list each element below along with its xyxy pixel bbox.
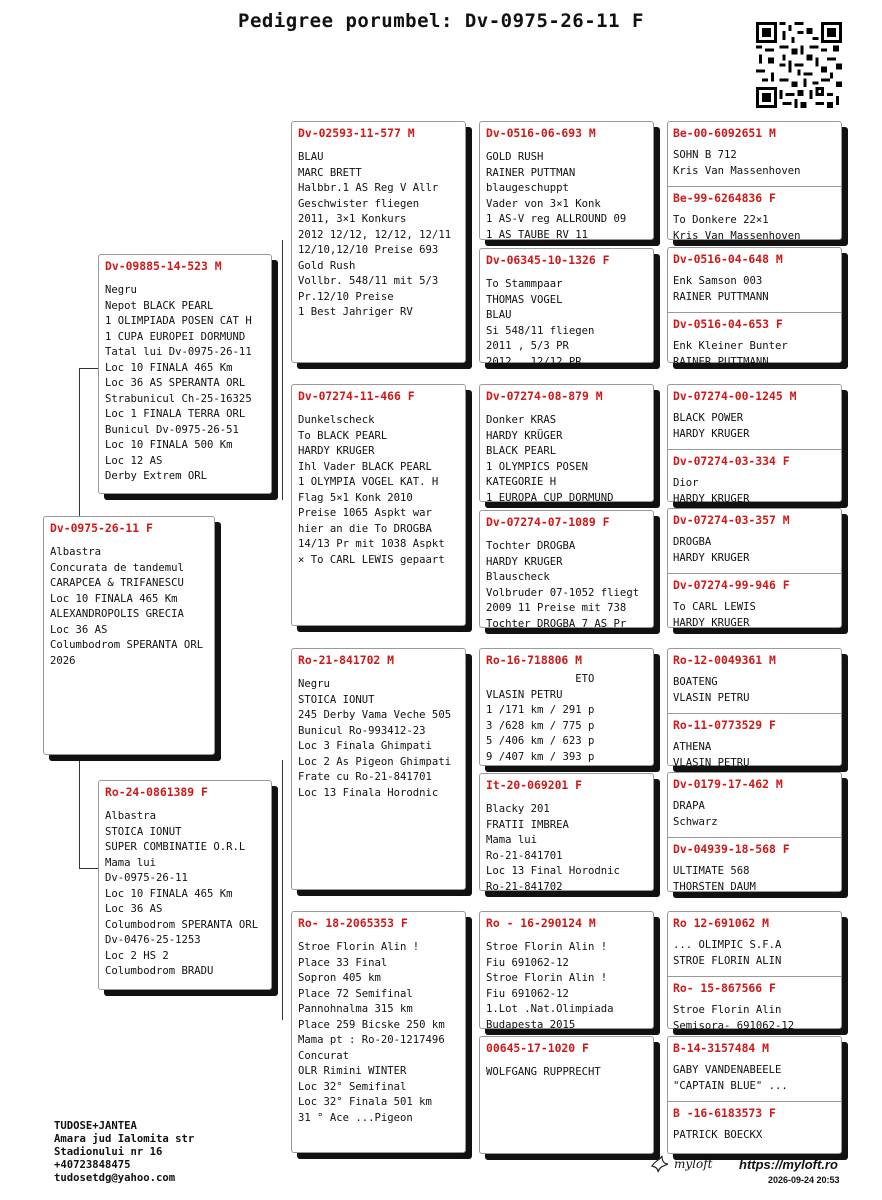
gen3-card-2[interactable] — [479, 248, 654, 368]
gen4-pair-6[interactable] — [667, 772, 842, 892]
gen3-ring-3: Dv-07274-08-879 M — [486, 389, 603, 403]
gen4-ring-11: Dv-0179-17-462 M — [673, 777, 783, 791]
gen4-desc-8: To CARL LEWIS HARDY KRUGER — [673, 601, 756, 629]
dam-ring: Ro-24-0861389 F — [105, 785, 208, 799]
gen4-desc-7: DROGBA HARDY KRUGER — [673, 536, 750, 564]
gen3-ring-1: Dv-0516-06-693 M — [486, 126, 596, 140]
gen4-pair-4[interactable] — [667, 508, 842, 628]
gen4-desc-2: To Donkere 22×1 Kris Van Massenhoven — [673, 214, 801, 242]
bird-logo-icon — [650, 1154, 670, 1174]
sire-dam-ring: Dv-07274-11-466 F — [298, 389, 415, 403]
print-datetime: 2026-09-24 20:53 — [768, 1175, 840, 1185]
gen4-ring-2: Be-99-6264836 F — [673, 191, 776, 205]
gen4-pair-2[interactable] — [667, 247, 842, 368]
gen3-ring-5: Ro-16-718806 M — [486, 653, 583, 667]
gen4-pair-7[interactable] — [667, 911, 842, 1032]
gen4-ring-5: Dv-07274-00-1245 M — [673, 389, 797, 403]
site-link[interactable]: https://myloft.ro — [739, 1157, 838, 1172]
gen3-card-8[interactable] — [479, 1036, 654, 1154]
gen4-desc-10: ATHENA VLASIN PETRU — [673, 741, 750, 769]
gen4-desc-1: SOHN B 712 Kris Van Massenhoven — [673, 149, 801, 177]
gen4-ring-4: Dv-0516-04-653 F — [673, 317, 783, 331]
subject-desc: Albastra Concurata de tandemul CARAPCEA & TRIFANESCU Loc 10 FINALA 465 Km ALEXANDROPOLIS GRECIA Loc 36 AS Columbodrom SPERANTA ORL 2026 — [50, 546, 204, 667]
subject-ring: Dv-0975-26-11 F — [50, 521, 153, 535]
gen4-pair-1[interactable] — [667, 121, 842, 240]
gen4-ring-3: Dv-0516-04-648 M — [673, 252, 783, 266]
sire-card[interactable] — [98, 254, 272, 494]
dam-connector — [79, 868, 98, 869]
gen4-ring-12: Dv-04939-18-568 F — [673, 842, 790, 856]
gen4-ring-13: Ro 12-691062 M — [673, 916, 770, 930]
gen4-ring-14: Ro- 15-867566 F — [673, 981, 776, 995]
dam-dam-ring: Ro- 18-2065353 F — [298, 916, 408, 930]
dam-sire-ring: Ro-21-841702 M — [298, 653, 395, 667]
gen3-ring-7: Ro - 16-290124 M — [486, 916, 596, 930]
gen4-desc-4: Enk Kleiner Bunter RAINER PUTTMANN — [673, 340, 788, 368]
sire-parents-connector — [282, 240, 283, 500]
gen4-ring-6: Dv-07274-03-334 F — [673, 454, 790, 468]
gen4-ring-10: Ro-11-0773529 F — [673, 718, 776, 732]
gen3-card-1[interactable] — [479, 121, 654, 240]
gen4-desc-11: DRAPA Schwarz — [673, 800, 718, 828]
gen3-desc-2: To Stammpaar THOMAS VOGEL BLAU Si 548/11 fliegen 2011 , 5/3 PR 2012 , 12/12 PR — [486, 278, 595, 368]
dam-sire-card[interactable] — [291, 648, 466, 890]
gen3-desc-7: Stroe Florin Alin ! Fiu 691062-12 Stroe Florin Alin ! Fiu 691062-12 1.Lot .Nat.Olimpiada Budapesta 2015 — [486, 941, 614, 1031]
gen4-desc-3: Enk Samson 003 RAINER PUTTMANN — [673, 275, 769, 303]
gen3-desc-3: Donker KRAS HARDY KRÜGER BLACK PEARL 1 OLYMPICS POSEN KATEGORIE H 1 EUROPA CUP DORMUND — [486, 414, 614, 504]
subject-card[interactable] — [43, 516, 215, 755]
dam-dam-card[interactable] — [291, 911, 466, 1153]
gen4-pair-3[interactable] — [667, 384, 842, 505]
qr-code-icon — [756, 22, 842, 108]
gen4-pair-8[interactable] — [667, 1036, 842, 1154]
dam-dam-desc: Stroe Florin Alin ! Place 33 Final Sopron 405 km Place 72 Semifinal Pannohnalma 315 km Place 259 Bicske 250 km Mama pt : Ro-20-1217496 Concurat OLR Rimini WINTER Loc 32° Semifinal Loc 32° Finala 501 km 31 ° Ace ...Pigeon — [298, 941, 445, 1124]
gen3-ring-2: Dv-06345-10-1326 F — [486, 253, 610, 267]
sire-dam-desc: Dunkelscheck To BLACK PEARL HARDY KRUGER Ihl Vader BLACK PEARL 1 OLYMPIA VOGEL KAT. H Flag 5×1 Konk 2010 Preise 1065 Aspkt war hier an die To DROGBA 14/13 Pr mit 1038 Aspkt × To CARL LEWIS gepaart — [298, 414, 445, 566]
dam-desc: Albastra STOICA IONUT SUPER COMBINATIE O.R.L Mama lui Dv-0975-26-11 Loc 10 FINALA 465 Km Loc 36 AS Columbodrom SPERANTA ORL Dv-0476-25-1253 Loc 2 HS 2 Columbodrom BRADU — [105, 810, 259, 977]
gen4-ring-7: Dv-07274-03-357 M — [673, 513, 790, 527]
gen4-ring-9: Ro-12-0049361 M — [673, 653, 776, 667]
gen4-ring-15: B-14-3157484 M — [673, 1041, 770, 1055]
sire-ring: Dv-09885-14-523 M — [105, 259, 222, 273]
gen4-desc-13: ... OLIMPIC S.F.A STROE FLORIN ALIN — [673, 939, 782, 967]
sire-sire-card[interactable] — [291, 121, 466, 363]
brand-name: myloft — [674, 1157, 713, 1171]
gen3-card-7[interactable] — [479, 911, 654, 1029]
gen3-card-3[interactable] — [479, 384, 654, 502]
gen4-ring-8: Dv-07274-99-946 F — [673, 578, 790, 592]
sire-connector — [79, 368, 98, 369]
gen3-desc-1: GOLD RUSH RAINER PUTTMAN blaugeschuppt Vader von 3×1 Konk 1 AS-V reg ALLROUND 09 1 AS TAUBE RV 11 — [486, 151, 627, 241]
page-title: Pedigree porumbel: Dv-0975-26-11 F — [238, 10, 644, 32]
owner-contact: TUDOSE+JANTEA Amara jud Ialomita str Stadionului nr 16 +40723848475 tudosetdg@yahoo.com — [54, 1120, 195, 1184]
sire-desc: Negru Nepot BLACK PEARL 1 OLIMPIADA POSEN CAT H 1 CUPA EUROPEI DORMUND Tatal lui Dv-0975-26-11 Loc 10 FINALA 465 Km Loc 36 AS SPERANTA ORL Strabunicul Ch-25-16325 Loc 1 FINALA TERRA ORL Bunicul Dv-0975-26-51 Loc 10 FINALA 500 Km Loc 12 AS Derby Extrem ORL — [105, 284, 252, 482]
dam-sire-desc: Negru STOICA IONUT 245 Derby Vama Veche 505 Bunicul Ro-993412-23 Loc 3 Finala Ghimpati Loc 2 As Pigeon Ghimpati Frate cu Ro-21-841701 Loc 13 Finala Horodnic — [298, 678, 452, 799]
sire-sire-ring: Dv-02593-11-577 M — [298, 126, 415, 140]
dam-parents-connector — [282, 760, 283, 1020]
gen4-desc-5: BLACK POWER HARDY KRUGER — [673, 412, 750, 440]
sire-dam-card[interactable] — [291, 384, 466, 626]
gen4-desc-6: Dior HARDY KRUGER — [673, 477, 750, 505]
gen4-pair-5[interactable] — [667, 648, 842, 769]
gen4-desc-16: PATRICK BOECKX — [673, 1129, 763, 1141]
gen3-desc-4: Tochter DROGBA HARDY KRUGER Blauscheck Volbruder 07-1052 fliegt 2009 11 Preise mit 738 Tochter DROGBA 7 AS Pr — [486, 540, 640, 630]
gen4-desc-15: GABY VANDENABEELE "CAPTAIN BLUE" ... — [673, 1064, 788, 1092]
gen3-desc-5: ETO VLASIN PETRU 1 /171 km / 291 p 3 /628 km / 775 p 5 /406 km / 623 p 9 /407 km / 393 p — [486, 673, 595, 763]
dam-card[interactable] — [98, 780, 272, 990]
gen3-ring-8: 00645-17-1020 F — [486, 1041, 589, 1055]
gen4-desc-9: BOATENG VLASIN PETRU — [673, 676, 750, 704]
gen3-ring-6: It-20-069201 F — [486, 778, 583, 792]
gen4-ring-1: Be-00-6092651 M — [673, 126, 776, 140]
gen4-desc-14: Stroe Florin Alin Semisora- 691062-12 — [673, 1004, 795, 1032]
gen3-card-5[interactable] — [479, 648, 654, 766]
gen4-ring-16: B -16-6183573 F — [673, 1106, 776, 1120]
brand-logo — [650, 1154, 712, 1174]
gen3-ring-4: Dv-07274-07-1089 F — [486, 515, 610, 529]
gen3-desc-6: Blacky 201 FRATII IMBREA Mama lui Ro-21-841701 Loc 13 Final Horodnic Ro-21-841702 — [486, 803, 620, 893]
gen3-card-4[interactable] — [479, 510, 654, 628]
gen3-card-6[interactable] — [479, 773, 654, 891]
gen3-desc-8: WOLFGANG RUPPRECHT — [486, 1066, 601, 1078]
gen4-desc-12: ULTIMATE 568 THORSTEN DAUM — [673, 865, 756, 893]
sire-sire-desc: BLAU MARC BRETT Halbbr.1 AS Reg V Allr Geschwister fliegen 2011, 3×1 Konkurs 2012 12/12, 12/12, 12/11 12/10,12/10 Preise 693 Gold Rush Vollbr. 548/11 mit 5/3 Pr.12/10 Preise 1 Best Jahriger RV — [298, 151, 452, 318]
